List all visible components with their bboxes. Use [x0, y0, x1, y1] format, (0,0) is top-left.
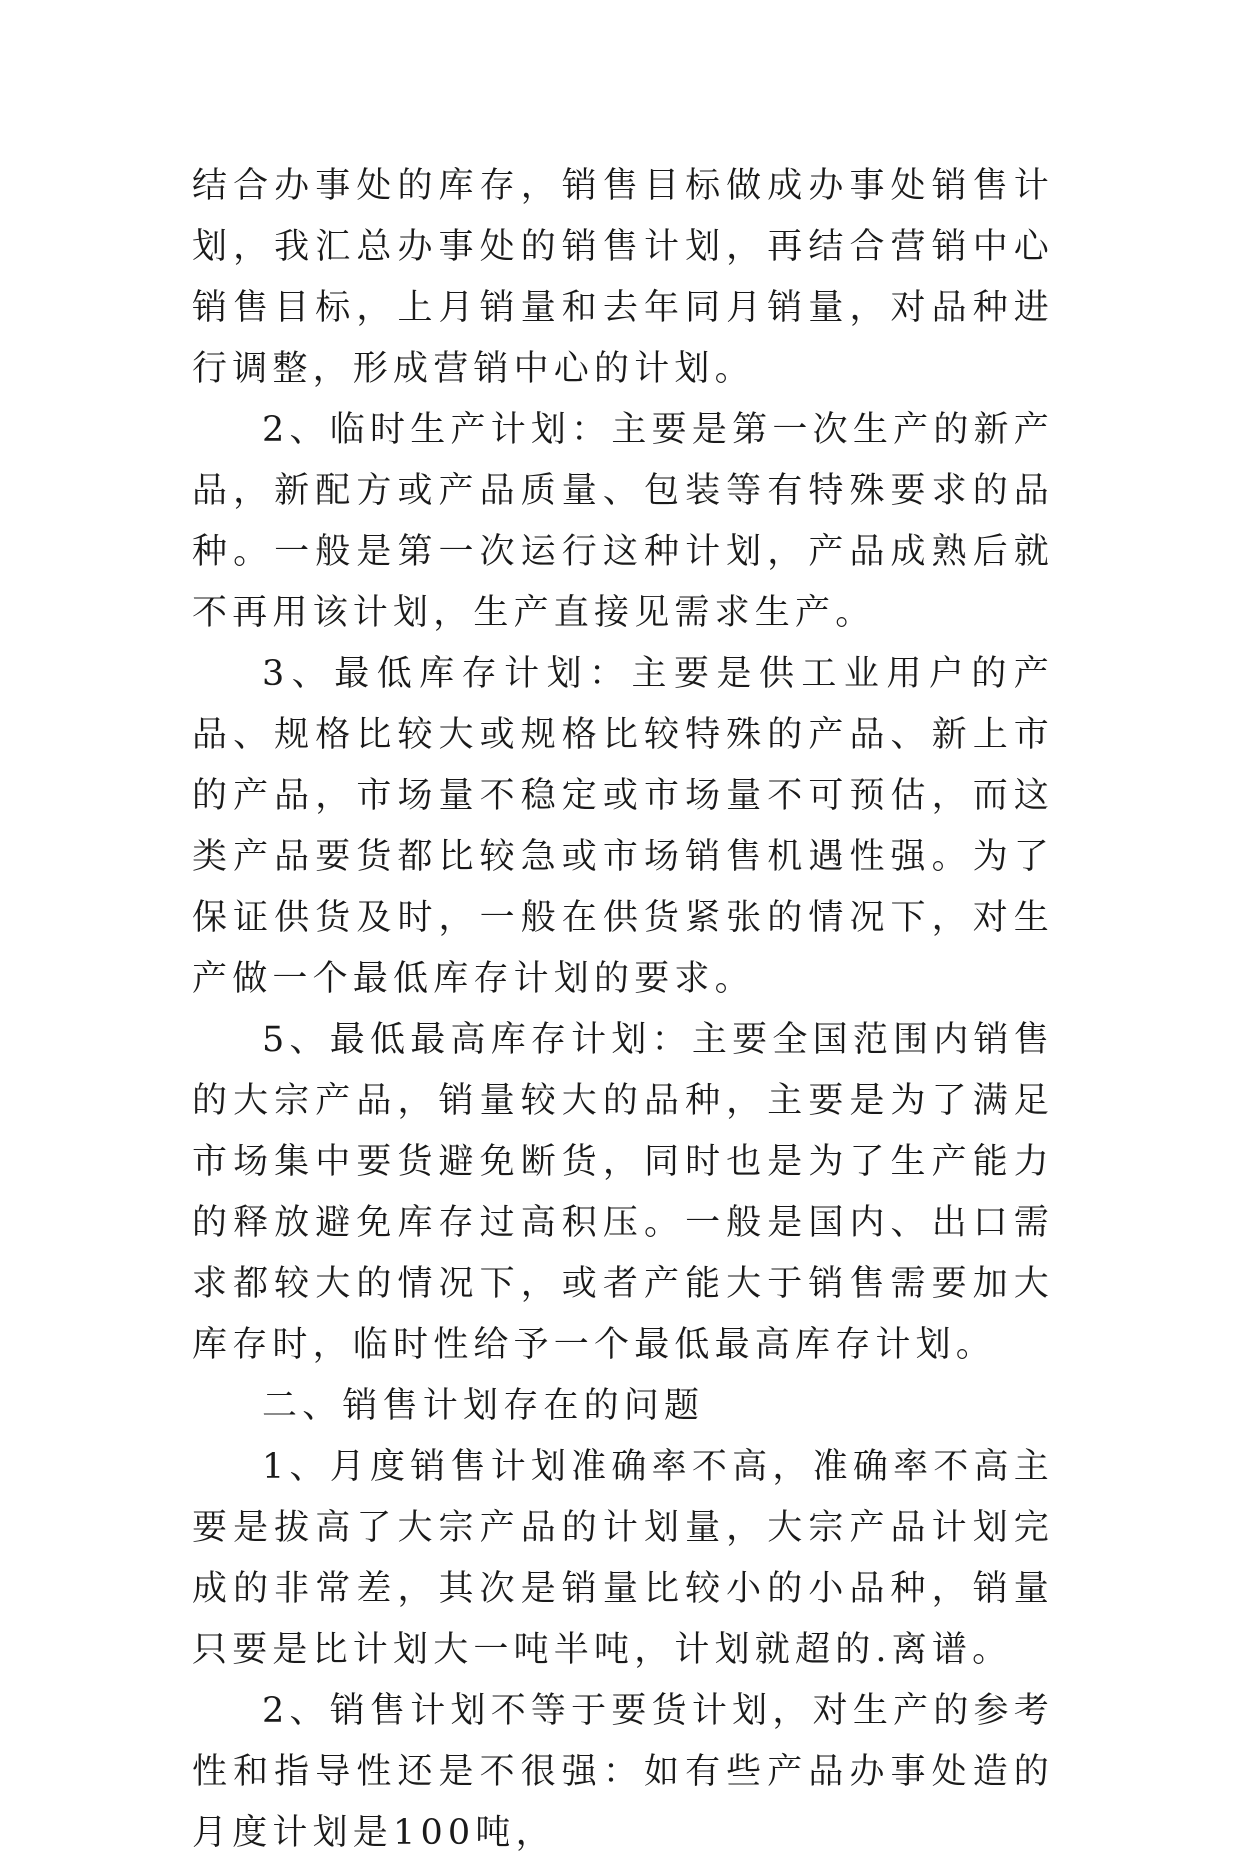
paragraph-continuation: 结合办事处的库存，销售目标做成办事处销售计划，我汇总办事处的销售计划，再结合营销中心销售目标，上月销量和去年同月销量，对品种进行调整，形成营销中心的计划。 — [192, 166, 1054, 389]
document-page — [192, 156, 1054, 1864]
paragraph-min-max-inventory-plan: 5、最低最高库存计划：主要全国范围内销售的大宗产品，销量较大的品种，主要是为了满足市场集中要货避免断货，同时也是为了生产能力的释放避免库存过高积压。一般是国内、出口需求都较大的情况下，或者产能大于销售需要加大库存时，临时性给予一个最低最高库存计划。 — [192, 1020, 1054, 1365]
section-heading-sales-plan-problems: 二、销售计划存在的问题 — [262, 1386, 705, 1426]
paragraph-temporary-production-plan: 2、临时生产计划：主要是第一次生产的新产品，新配方或产品质量、包装等有特殊要求的品种。一般是第一次运行这种计划，产品成熟后就不再用该计划，生产直接见需求生产。 — [192, 410, 1054, 633]
paragraph-accuracy-problem: 1、月度销售计划准确率不高，准确率不高主要是拔高了大宗产品的计划量，大宗产品计划完成的非常差，其次是销量比较小的小品种，销量只要是比计划大一吨半吨，计划就超的.离谱。 — [192, 1447, 1054, 1670]
paragraph-minimum-inventory-plan: 3、最低库存计划：主要是供工业用户的产品、规格比较大或规格比较特殊的产品、新上市的产品，市场量不稳定或市场量不可预估，而这类产品要货都比较急或市场销售机遇性强。为了保证供货及时，一般在供货紧张的情况下，对生产做一个最低库存计划的要求。 — [192, 654, 1054, 999]
paragraph-guidance-problem: 2、销售计划不等于要货计划，对生产的参考性和指导性还是不很强：如有些产品办事处造的月度计划是100吨， — [192, 1691, 1054, 1853]
